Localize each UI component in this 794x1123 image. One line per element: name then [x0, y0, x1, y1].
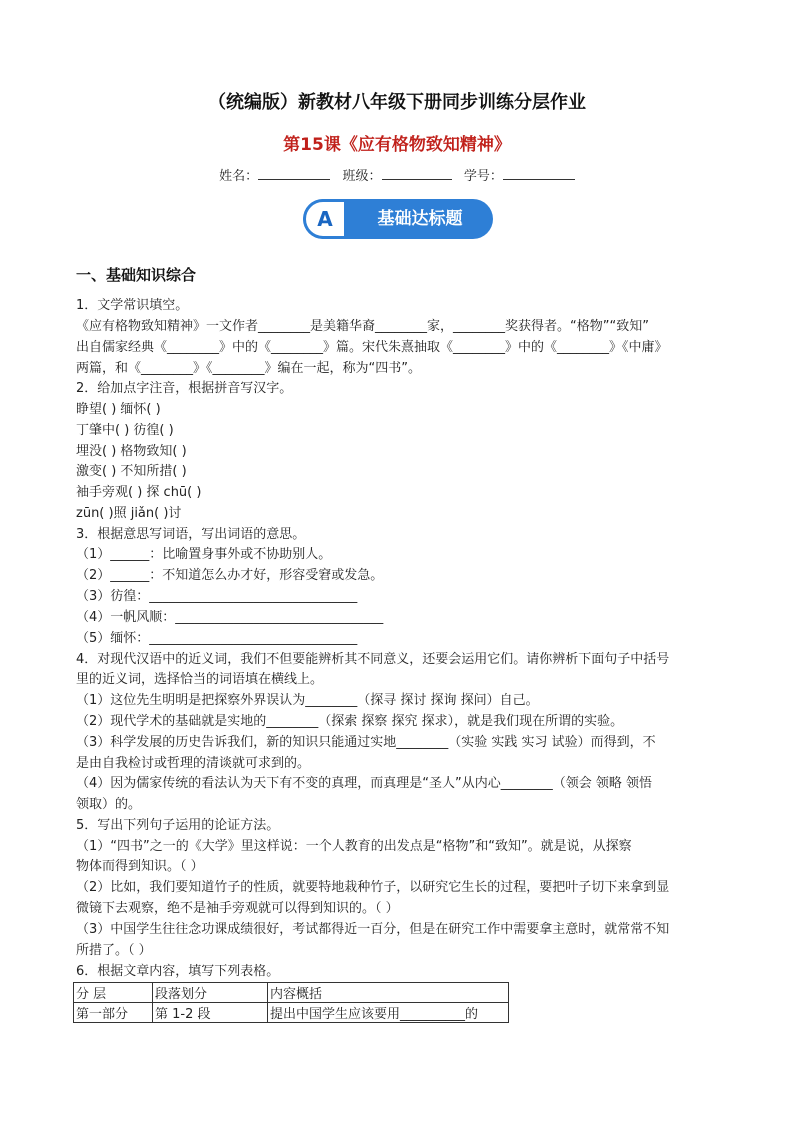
question-line: 6．根据文章内容，填写下列表格。	[76, 964, 280, 979]
question-line: 激变( ) 不知所措( )	[76, 464, 187, 479]
question-line: 睁望( ) 缅怀( )	[76, 402, 161, 417]
question-line: （3）彷徨：________________________________	[76, 589, 358, 604]
number-blank[interactable]	[503, 167, 575, 180]
question-line: 里的近义词，选择恰当的词语填在横线上。	[76, 672, 324, 687]
question-line: 是由自我检讨或哲理的清谈就可求到的。	[76, 756, 311, 771]
level-badge	[303, 199, 493, 239]
question-line: 物体而得到知识。（ ）	[76, 859, 204, 874]
question-line: （3）中国学生往往念功课成绩很好，考试都得近一百分，但是在研究工作中需要拿主意时，就常常不知	[76, 922, 670, 937]
level-letter: A	[303, 199, 347, 239]
student-info	[0, 165, 794, 184]
question-line: 1．文学常识填空。	[76, 298, 189, 313]
question-line: 两篇，和《________》《________》编在一起，称为“四书”。	[76, 361, 421, 376]
name-blank[interactable]	[258, 167, 330, 180]
question-line: （4）因为儒家传统的看法认为天下有不变的真理，而真理是“圣人”从内心________（领会 领略 领悟	[76, 776, 653, 791]
page-title: （统编版）新教材八年级下册同步训练分层作业	[208, 92, 586, 113]
question-line: 领取）的。	[76, 797, 142, 812]
table-cell: 第 1-2 段	[153, 1003, 268, 1023]
table-cell: 提出中国学生应该要用__________的	[268, 1003, 509, 1023]
table-header-row	[74, 983, 509, 1003]
table-row	[74, 1003, 509, 1023]
name-label: 姓名：	[219, 169, 259, 184]
question-line: 4．对现代汉语中的近义词，我们不但要能辨析其不同意义，还要会运用它们。请你辨析下面句子中括号	[76, 652, 670, 667]
question-line: zūn( )照 jiǎn( )讨	[76, 506, 182, 521]
number-label: 学号：	[463, 169, 503, 184]
summary-table	[73, 982, 509, 1023]
table-cell: 第一部分	[74, 1003, 153, 1023]
question-line: （1）这位先生明明是把探察外界误认为________（探寻 探讨 探询 探问）自己。	[76, 693, 539, 708]
level-text: 基础达标题	[377, 209, 463, 229]
question-line: （5）缅怀：________________________________	[76, 631, 358, 646]
question-line: 丁肇中( ) 彷徨( )	[76, 423, 174, 438]
table-header-cell: 段落划分	[153, 983, 268, 1003]
question-line: （2）现代学术的基础就是实地的________（探索 探察 探究 探求），就是我们现在所谓的实验。	[76, 714, 624, 729]
question-line: （2）比如，我们要知道竹子的性质，就要特地栽种竹子，以研究它生长的过程，要把叶子切下来拿到显	[76, 880, 670, 895]
question-line: 《应有格物致知精神》一文作者________是美籍华裔________家，________奖获得者。“格物”“致知”	[76, 319, 649, 334]
question-line: 2．给加点字注音，根据拼音写汉字。	[76, 381, 293, 396]
question-line: （3）科学发展的历史告诉我们，新的知识只能通过实地________（实验 实践 实习 试验）而得到，不	[76, 735, 656, 750]
table-header-cell: 分 层	[74, 983, 153, 1003]
question-line: 3．根据意思写词语，写出词语的意思。	[76, 527, 306, 542]
table-header-cell: 内容概括	[268, 983, 509, 1003]
question-line: （1）“四书”之一的《大学》里这样说：一个人教育的出发点是“格物”和“致知”。就是说，从探察	[76, 839, 632, 854]
class-blank[interactable]	[382, 167, 452, 180]
question-line: 袖手旁观( ) 探 chū( )	[76, 485, 202, 500]
question-line: 埋没( ) 格物致知( )	[76, 444, 187, 459]
question-line: 5．写出下列句子运用的论证方法。	[76, 818, 280, 833]
lesson-title: 第15课《应有格物致知精神》	[283, 135, 511, 155]
question-line: 出自儒家经典《________》中的《________》篇。宋代朱熹抽取《________》中的《________》《中庸》	[76, 340, 668, 355]
question-line: （2）______：不知道怎么办才好，形容受窘或发急。	[76, 568, 384, 583]
question-line: （4）一帆风顺：________________________________	[76, 610, 384, 625]
question-line: 所措了。（ ）	[76, 943, 152, 958]
section-heading: 一、基础知识综合	[76, 266, 197, 284]
question-line: 微镜下去观察，绝不是袖手旁观就可以得到知识的。（ ）	[76, 901, 399, 916]
question-line: （1）______：比喻置身事外或不协助别人。	[76, 547, 332, 562]
class-label: 班级：	[342, 169, 382, 184]
